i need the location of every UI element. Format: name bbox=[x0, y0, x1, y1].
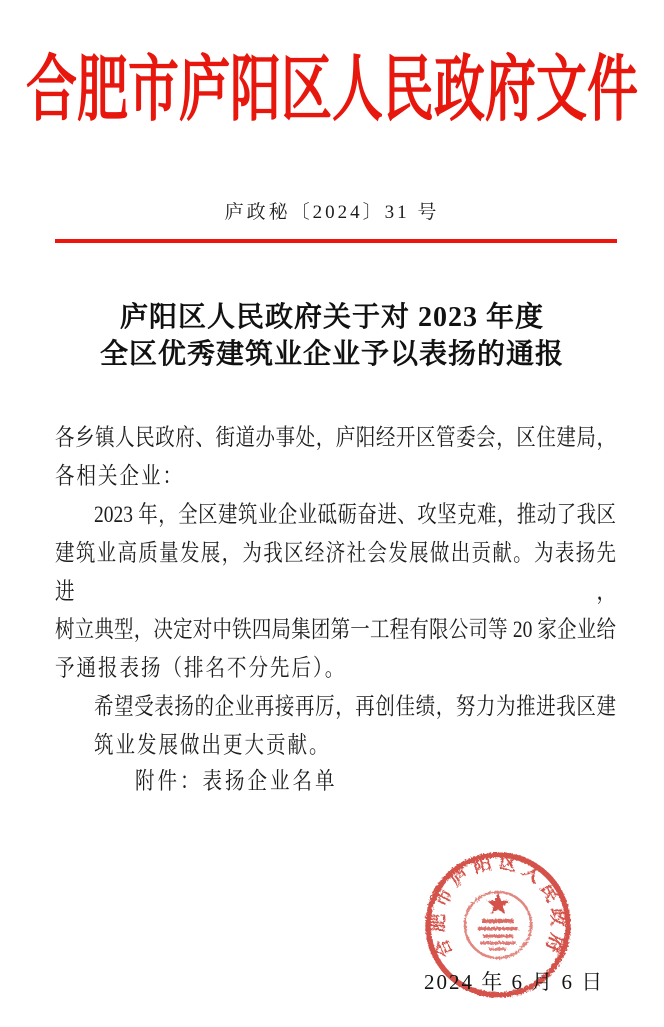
red-rule-divider bbox=[55, 239, 617, 243]
emblem-star-icon bbox=[487, 893, 510, 915]
document-number: 庐政秘〔2024〕31 号 bbox=[224, 202, 440, 223]
body-paragraphs bbox=[55, 420, 616, 766]
body-line: 筑业发展做出更大贡献。 bbox=[94, 733, 331, 759]
document-title-line1: 庐阳区人民政府关于对 2023 年度 bbox=[119, 302, 544, 333]
document-title bbox=[0, 299, 664, 373]
body-line: 希望受表扬的企业再接再厉，再创佳绩，努力为推进我区建 bbox=[94, 694, 616, 720]
body-line: 各相关企业： bbox=[55, 464, 185, 490]
body-line: 各乡镇人民政府、街道办事处，庐阳经开区管委会，区住建局， bbox=[55, 426, 616, 452]
issue-date: 2024 年 6 月 6 日 bbox=[424, 970, 605, 994]
body-line: 予通报表扬（排名不分先后）。 bbox=[55, 656, 347, 682]
body-line: 树立典型，决定对中铁四局集团第一工程有限公司等 20 家企业给 bbox=[55, 618, 616, 644]
seal-ring-text: 合肥市庐阳区人民政府 bbox=[427, 851, 569, 961]
red-header-title: 合肥市庐阳区人民政府文件 bbox=[25, 51, 638, 131]
body-line: 2023 年，全区建筑业企业砥砺奋进、攻坚克难，推动了我区 bbox=[94, 502, 616, 528]
national-emblem-icon bbox=[465, 892, 531, 958]
document-title-line2: 全区优秀建筑业企业予以表扬的通报 bbox=[99, 339, 564, 370]
attachment-note: 附件：表扬企业名单 bbox=[135, 769, 338, 795]
body-line: 建筑业高质量发展，为我区经济社会发展做出贡献。为表扬先进， bbox=[55, 541, 616, 605]
